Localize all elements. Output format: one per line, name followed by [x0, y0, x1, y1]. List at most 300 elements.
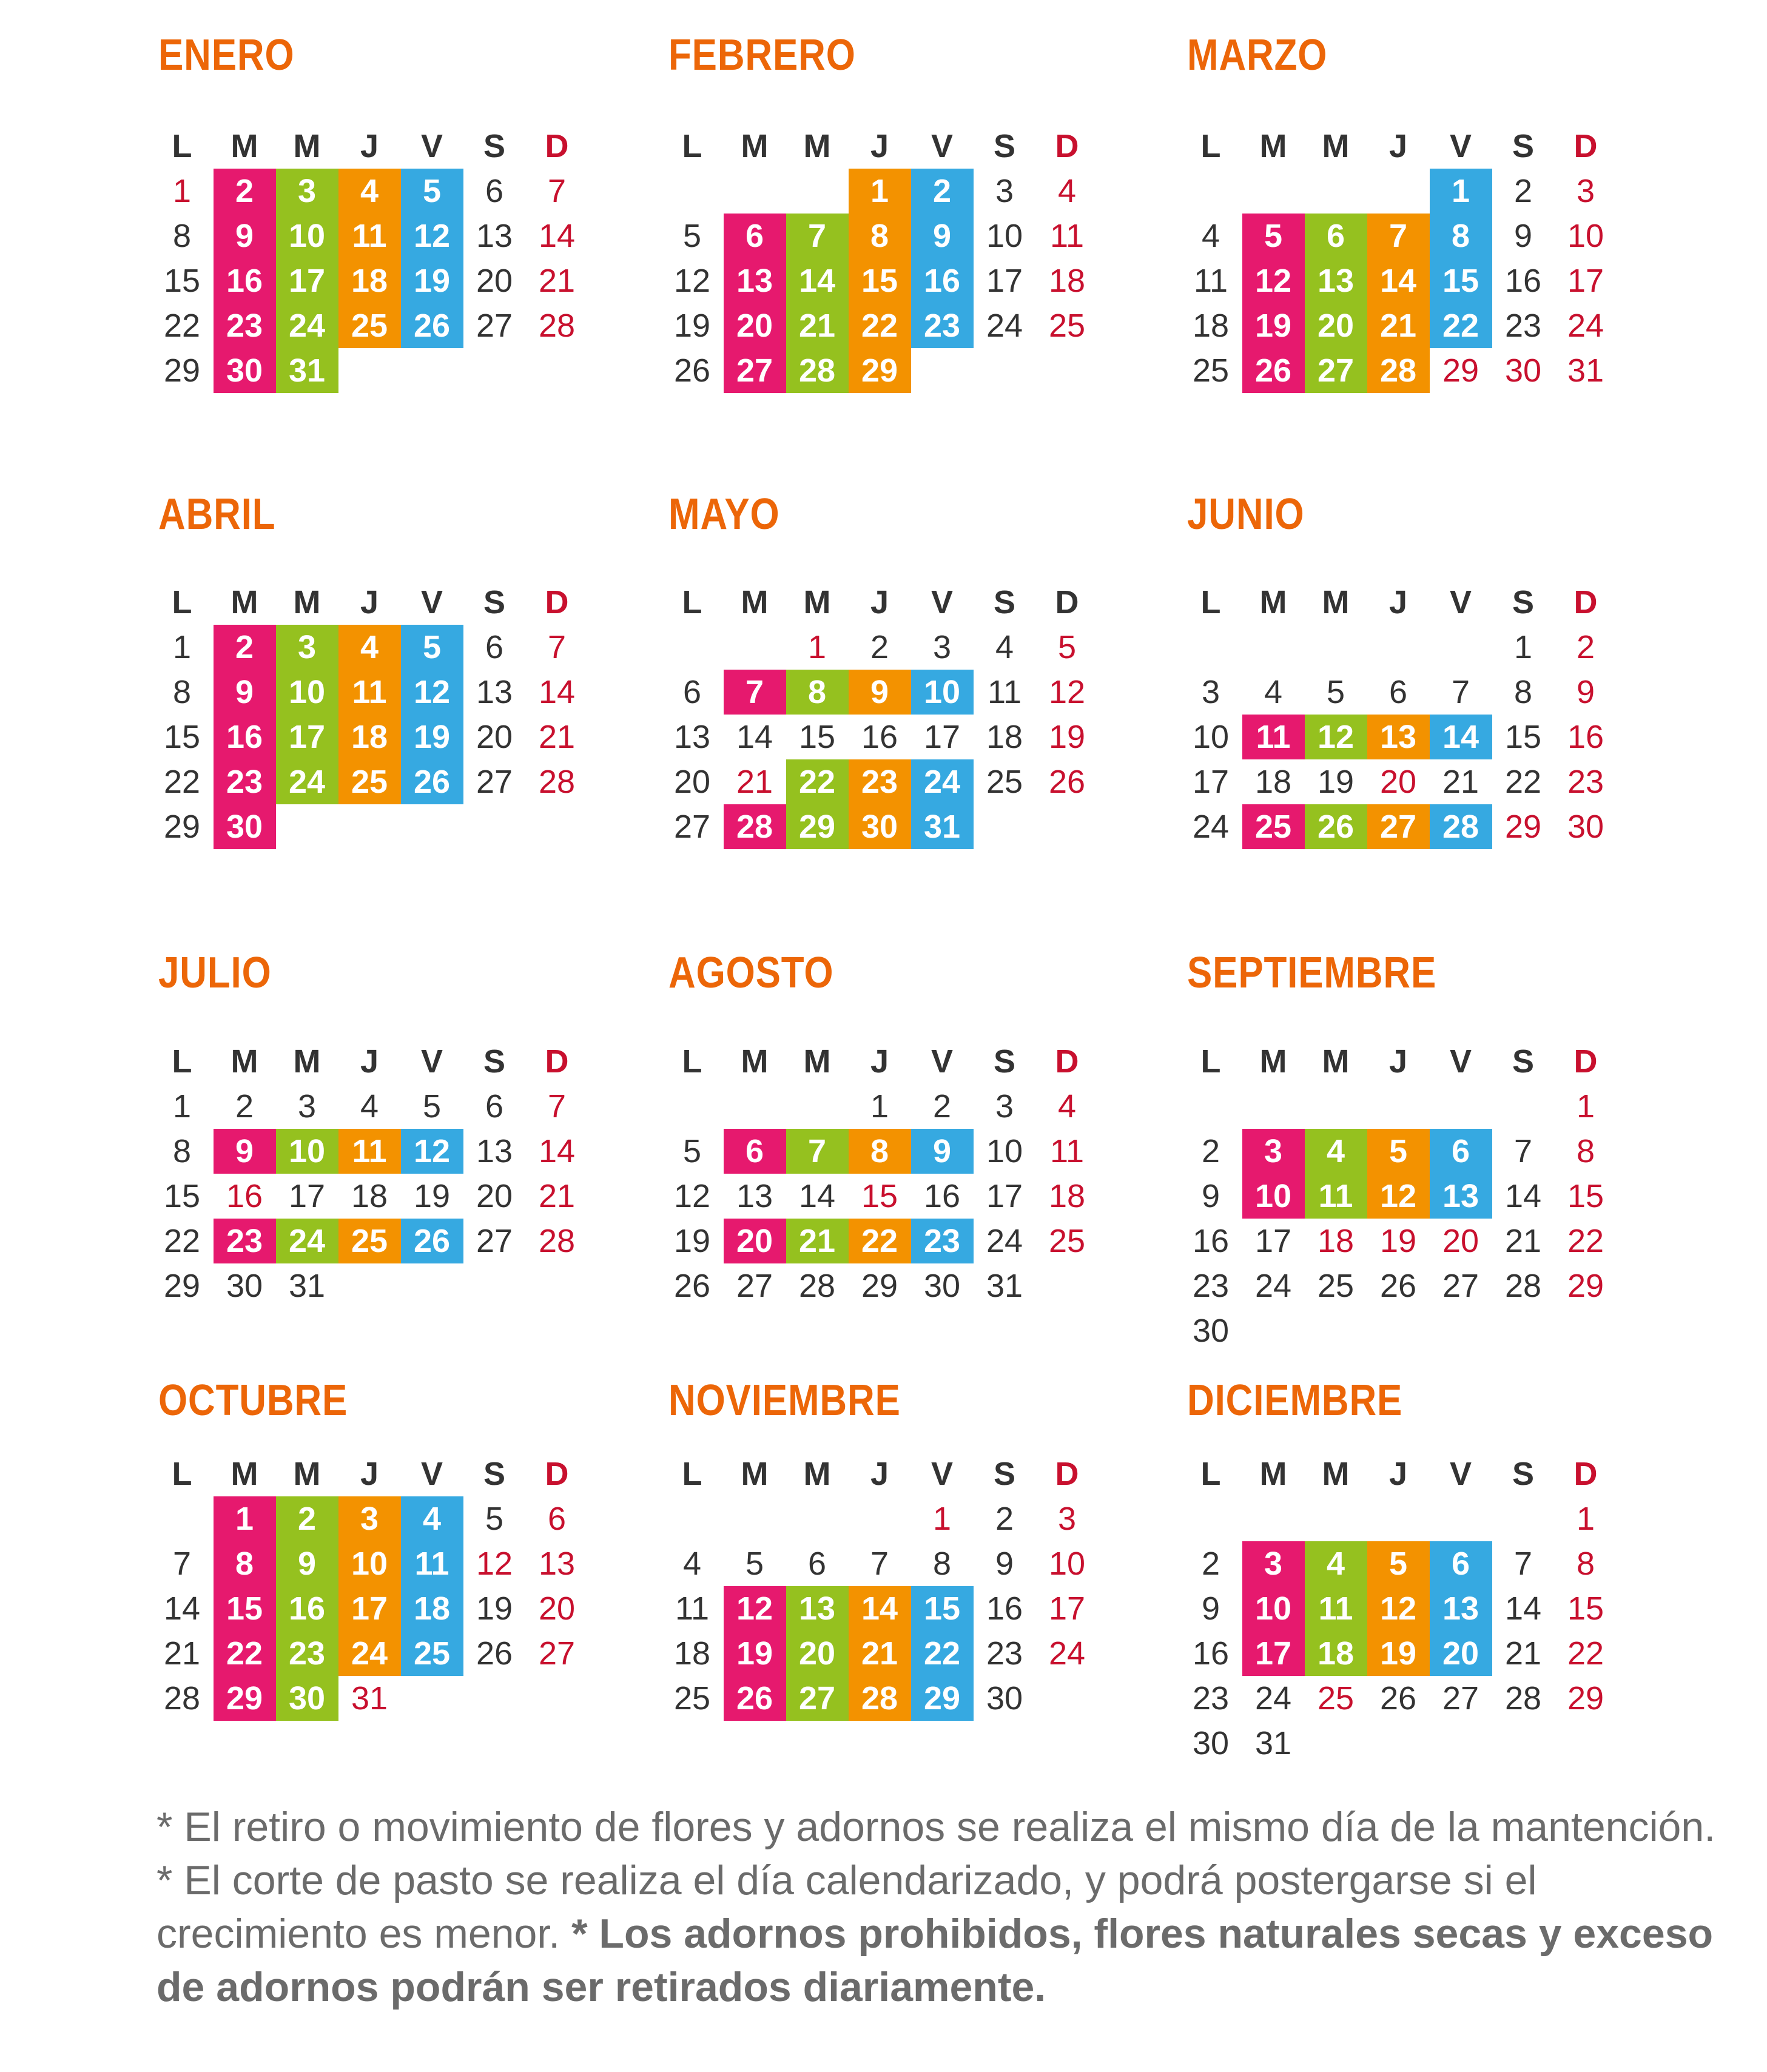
day-cell: 7: [547, 1088, 567, 1125]
day-cell: 3: [297, 1088, 317, 1125]
day-cell: 23: [1504, 308, 1542, 344]
day-cell: 1: [172, 173, 192, 209]
day-cell: 22: [1567, 1635, 1604, 1672]
weekday-header: S: [993, 128, 1016, 164]
weekday-header: L: [172, 1043, 192, 1080]
day-cell: 19: [1242, 303, 1305, 348]
day-cell: 26: [476, 1635, 513, 1672]
day-cell: 8: [1513, 674, 1533, 710]
weekday-header: M: [803, 584, 831, 621]
weekday-header: M: [741, 128, 769, 164]
day-cell: 14: [786, 258, 849, 303]
weekday-header: M: [231, 128, 258, 164]
day-cell: 7: [547, 173, 567, 209]
day-cell: 13: [1430, 1586, 1492, 1631]
day-cell: 30: [1567, 809, 1604, 845]
day-cell: 1: [172, 1088, 192, 1125]
weekday-header: M: [1259, 584, 1287, 621]
day-cell: 22: [849, 303, 911, 348]
day-cell: 22: [786, 759, 849, 804]
day-cell: 21: [1367, 303, 1430, 348]
day-cell: 5: [682, 218, 702, 254]
day-cell: 29: [1442, 352, 1479, 389]
weekday-header: S: [1512, 128, 1535, 164]
day-cell: 27: [476, 308, 513, 344]
day-cell: 18: [1192, 308, 1230, 344]
day-cell: 3: [1242, 1541, 1305, 1586]
day-cell: 24: [1048, 1635, 1086, 1672]
day-cell: 7: [1513, 1133, 1533, 1169]
day-cell: 14: [1504, 1590, 1542, 1627]
weekday-header: D: [545, 128, 569, 164]
day-cell: 29: [911, 1676, 974, 1721]
day-cell: 1: [214, 1496, 276, 1541]
day-cell: 24: [1192, 809, 1230, 845]
day-cell: 17: [1567, 263, 1604, 299]
day-cell: 12: [401, 670, 463, 715]
day-cell: 18: [1254, 764, 1292, 800]
day-cell: 8: [1576, 1546, 1595, 1582]
day-cell: 12: [1367, 1586, 1430, 1631]
day-cell: 15: [163, 1178, 201, 1214]
day-cell: 11: [338, 670, 401, 715]
weekday-header: M: [293, 1456, 321, 1492]
day-cell: 30: [1192, 1313, 1230, 1349]
day-cell: 24: [1254, 1680, 1292, 1717]
day-cell: 15: [849, 258, 911, 303]
weekday-header: M: [1259, 1043, 1287, 1080]
day-cell: 21: [538, 263, 576, 299]
weekday-header: M: [231, 1456, 258, 1492]
day-cell: 2: [1201, 1546, 1220, 1582]
day-cell: 15: [911, 1586, 974, 1631]
day-cell: 25: [338, 303, 401, 348]
day-cell: 19: [1379, 1223, 1417, 1259]
day-cell: 8: [849, 1129, 911, 1174]
day-cell: 18: [338, 715, 401, 759]
day-cell: 10: [276, 670, 338, 715]
day-cell: 25: [1048, 1223, 1086, 1259]
day-cell: 28: [786, 348, 849, 393]
day-cell: 29: [1567, 1680, 1604, 1717]
day-cell: 5: [1242, 214, 1305, 258]
note-prohibited-ornaments-continued: de adornos podrán ser retirados diariamente.: [157, 1964, 1046, 2010]
day-cell: 2: [1201, 1133, 1220, 1169]
weekday-header: L: [1200, 1043, 1221, 1080]
day-cell: 26: [401, 303, 463, 348]
day-cell: 28: [163, 1680, 201, 1717]
day-cell: 11: [1049, 218, 1085, 254]
day-cell: 13: [476, 1133, 513, 1169]
day-cell: 9: [1201, 1178, 1220, 1214]
day-cell: 24: [911, 759, 974, 804]
day-cell: 27: [1442, 1680, 1479, 1717]
day-cell: 24: [986, 308, 1023, 344]
day-cell: 21: [1442, 764, 1479, 800]
weekday-header: S: [1512, 584, 1535, 621]
weekday-header: S: [483, 1043, 506, 1080]
day-cell: 2: [932, 1088, 952, 1125]
day-cell: 20: [724, 303, 786, 348]
day-cell: 4: [1057, 173, 1077, 209]
day-cell: 14: [849, 1586, 911, 1631]
day-cell: 3: [1057, 1501, 1077, 1537]
day-cell: 12: [1242, 258, 1305, 303]
month-title: JULIO: [158, 949, 272, 997]
day-cell: 27: [786, 1676, 849, 1721]
day-cell: 15: [1567, 1178, 1604, 1214]
day-cell: 30: [226, 1268, 263, 1304]
day-cell: 28: [724, 804, 786, 849]
day-cell: 24: [276, 303, 338, 348]
day-cell: 12: [1367, 1174, 1430, 1219]
day-cell: 1: [870, 1088, 889, 1125]
month-title: MARZO: [1187, 31, 1328, 79]
day-cell: 31: [911, 804, 974, 849]
day-cell: 20: [724, 1219, 786, 1263]
weekday-header: M: [1322, 1043, 1350, 1080]
weekday-header: L: [682, 1043, 702, 1080]
day-cell: 23: [1567, 764, 1604, 800]
day-cell: 22: [163, 764, 201, 800]
weekday-header: V: [1449, 128, 1472, 164]
day-cell: 28: [849, 1676, 911, 1721]
day-cell: 24: [276, 1219, 338, 1263]
weekday-header: D: [1573, 1456, 1598, 1492]
day-cell: 21: [849, 1631, 911, 1676]
day-cell: 23: [986, 1635, 1023, 1672]
day-cell: 11: [1193, 263, 1228, 299]
day-cell: 6: [724, 1129, 786, 1174]
day-cell: 18: [1305, 1631, 1367, 1676]
day-cell: 16: [1567, 719, 1604, 755]
day-cell: 29: [163, 809, 201, 845]
day-cell: 6: [1305, 214, 1367, 258]
day-cell: 7: [786, 1129, 849, 1174]
day-cell: 10: [1242, 1586, 1305, 1631]
day-cell: 17: [276, 715, 338, 759]
note-flowers-removal: * El retiro o movimiento de flores y adornos se realiza el mismo día de la mantención.: [157, 1804, 1716, 1850]
day-cell: 5: [745, 1546, 764, 1582]
weekday-header: S: [483, 128, 506, 164]
note-grass-cutting: * El corte de pasto se realiza el día calendarizado, y podrá postergarse si el: [157, 1857, 1537, 1903]
weekday-header: M: [293, 1043, 321, 1080]
day-cell: 8: [214, 1541, 276, 1586]
day-cell: 17: [986, 263, 1023, 299]
day-cell: 18: [986, 719, 1023, 755]
weekday-header: J: [1388, 1456, 1408, 1492]
day-cell: 1: [1430, 169, 1492, 214]
day-cell: 4: [401, 1496, 463, 1541]
day-cell: 29: [163, 352, 201, 389]
day-cell: 27: [1305, 348, 1367, 393]
weekday-header: J: [360, 128, 379, 164]
weekday-header: J: [870, 584, 889, 621]
day-cell: 9: [1201, 1590, 1220, 1627]
month-title: ABRIL: [158, 490, 276, 539]
weekday-header: V: [931, 128, 954, 164]
weekday-header: D: [545, 1456, 569, 1492]
day-cell: 19: [476, 1590, 513, 1627]
day-cell: 19: [1048, 719, 1086, 755]
weekday-header: J: [360, 1456, 379, 1492]
day-cell: 23: [911, 303, 974, 348]
day-cell: 19: [673, 1223, 711, 1259]
day-cell: 19: [401, 258, 463, 303]
day-cell: 23: [276, 1631, 338, 1676]
day-cell: 6: [724, 214, 786, 258]
day-cell: 27: [736, 1268, 773, 1304]
month-title: MAYO: [668, 490, 780, 539]
day-cell: 14: [1430, 715, 1492, 759]
day-cell: 16: [1192, 1223, 1230, 1259]
note-prohibited-ornaments: * Los adornos prohibidos, flores naturales secas y exceso: [571, 1911, 1714, 1957]
day-cell: 18: [338, 258, 401, 303]
day-cell: 25: [673, 1680, 711, 1717]
day-cell: 10: [1192, 719, 1230, 755]
day-cell: 2: [911, 169, 974, 214]
weekday-header: V: [931, 584, 954, 621]
day-cell: 17: [1192, 764, 1230, 800]
day-cell: 19: [413, 1178, 451, 1214]
weekday-header: S: [993, 1456, 1016, 1492]
day-cell: 2: [870, 629, 889, 665]
weekday-header: M: [803, 1043, 831, 1080]
day-cell: 2: [214, 169, 276, 214]
day-cell: 23: [911, 1219, 974, 1263]
weekday-header: M: [293, 128, 321, 164]
day-cell: 27: [1367, 804, 1430, 849]
day-cell: 31: [986, 1268, 1023, 1304]
day-cell: 23: [214, 1219, 276, 1263]
day-cell: 11: [338, 1129, 401, 1174]
day-cell: 27: [538, 1635, 576, 1672]
day-cell: 11: [1049, 1133, 1085, 1169]
day-cell: 15: [163, 263, 201, 299]
day-cell: 8: [172, 218, 192, 254]
day-cell: 5: [1057, 629, 1077, 665]
day-cell: 14: [1504, 1178, 1542, 1214]
day-cell: 4: [682, 1546, 702, 1582]
day-cell: 7: [724, 670, 786, 715]
day-cell: 6: [1430, 1541, 1492, 1586]
day-cell: 12: [1305, 715, 1367, 759]
day-cell: 23: [1192, 1268, 1230, 1304]
day-cell: 13: [476, 674, 513, 710]
day-cell: 29: [786, 804, 849, 849]
day-cell: 2: [276, 1496, 338, 1541]
day-cell: 4: [1264, 674, 1283, 710]
day-cell: 12: [401, 1129, 463, 1174]
weekday-header: V: [420, 128, 443, 164]
day-cell: 10: [986, 1133, 1023, 1169]
day-cell: 31: [276, 348, 338, 393]
weekday-header: S: [993, 584, 1016, 621]
weekday-header: S: [483, 1456, 506, 1492]
day-cell: 9: [911, 1129, 974, 1174]
day-cell: 25: [1317, 1268, 1355, 1304]
day-cell: 2: [235, 1088, 254, 1125]
day-cell: 25: [338, 759, 401, 804]
day-cell: 20: [1379, 764, 1417, 800]
day-cell: 17: [1254, 1223, 1292, 1259]
day-cell: 8: [786, 670, 849, 715]
day-cell: 7: [172, 1546, 192, 1582]
day-cell: 9: [1513, 218, 1533, 254]
day-cell: 12: [401, 214, 463, 258]
weekday-header: L: [1200, 584, 1221, 621]
day-cell: 26: [1242, 348, 1305, 393]
day-cell: 27: [673, 809, 711, 845]
weekday-header: D: [545, 1043, 569, 1080]
weekday-header: J: [870, 1456, 889, 1492]
day-cell: 6: [485, 1088, 504, 1125]
weekday-header: M: [741, 1043, 769, 1080]
day-cell: 21: [786, 1219, 849, 1263]
day-cell: 5: [422, 1088, 442, 1125]
day-cell: 16: [226, 1178, 263, 1214]
weekday-header: D: [1573, 584, 1598, 621]
day-cell: 4: [360, 1088, 379, 1125]
day-cell: 8: [932, 1546, 952, 1582]
day-cell: 16: [1192, 1635, 1230, 1672]
weekday-header: J: [1388, 1043, 1408, 1080]
day-cell: 16: [214, 258, 276, 303]
day-cell: 26: [1379, 1268, 1417, 1304]
day-cell: 20: [1430, 1631, 1492, 1676]
day-cell: 21: [538, 1178, 576, 1214]
day-cell: 10: [1048, 1546, 1086, 1582]
weekday-header: V: [931, 1043, 954, 1080]
day-cell: 8: [1576, 1133, 1595, 1169]
day-cell: 10: [338, 1541, 401, 1586]
weekday-header: M: [1259, 1456, 1287, 1492]
weekday-header: D: [1573, 128, 1598, 164]
day-cell: 14: [538, 1133, 576, 1169]
day-cell: 30: [923, 1268, 961, 1304]
day-cell: 12: [1048, 674, 1086, 710]
weekday-header: V: [1449, 584, 1472, 621]
day-cell: 21: [786, 303, 849, 348]
day-cell: 18: [1048, 263, 1086, 299]
day-cell: 23: [214, 303, 276, 348]
day-cell: 30: [1504, 352, 1542, 389]
day-cell: 29: [1567, 1268, 1604, 1304]
day-cell: 18: [1048, 1178, 1086, 1214]
day-cell: 9: [995, 1546, 1014, 1582]
day-cell: 22: [1504, 764, 1542, 800]
day-cell: 3: [1576, 173, 1595, 209]
day-cell: 9: [214, 214, 276, 258]
day-cell: 3: [932, 629, 952, 665]
day-cell: 22: [214, 1631, 276, 1676]
day-cell: 2: [1576, 629, 1595, 665]
day-cell: 7: [1513, 1546, 1533, 1582]
weekday-header: V: [420, 584, 443, 621]
day-cell: 29: [214, 1676, 276, 1721]
day-cell: 15: [1430, 258, 1492, 303]
day-cell: 11: [401, 1541, 463, 1586]
weekday-header: S: [483, 584, 506, 621]
day-cell: 9: [214, 670, 276, 715]
day-cell: 13: [1305, 258, 1367, 303]
day-cell: 25: [1048, 308, 1086, 344]
day-cell: 5: [682, 1133, 702, 1169]
day-cell: 30: [1192, 1725, 1230, 1761]
day-cell: 15: [861, 1178, 898, 1214]
day-cell: 22: [163, 1223, 201, 1259]
day-cell: 8: [172, 1133, 192, 1169]
month-title: ENERO: [158, 31, 295, 79]
weekday-header: M: [293, 584, 321, 621]
day-cell: 19: [724, 1631, 786, 1676]
footer-notes: [157, 1800, 1716, 2014]
day-cell: 21: [163, 1635, 201, 1672]
weekday-header: J: [870, 128, 889, 164]
day-cell: 21: [736, 764, 773, 800]
day-cell: 5: [1367, 1541, 1430, 1586]
weekday-header: D: [1055, 1043, 1079, 1080]
weekday-header: M: [1322, 584, 1350, 621]
weekday-header: L: [1200, 128, 1221, 164]
day-cell: 13: [476, 218, 513, 254]
weekday-header: D: [1573, 1043, 1598, 1080]
weekday-header: L: [682, 1456, 702, 1492]
day-cell: 1: [1576, 1088, 1595, 1125]
day-cell: 14: [538, 674, 576, 710]
day-cell: 3: [995, 1088, 1014, 1125]
day-cell: 4: [1201, 218, 1220, 254]
day-cell: 2: [1513, 173, 1533, 209]
day-cell: 4: [995, 629, 1014, 665]
day-cell: 13: [786, 1586, 849, 1631]
day-cell: 22: [849, 1219, 911, 1263]
day-cell: 19: [1317, 764, 1355, 800]
day-cell: 25: [1192, 352, 1230, 389]
weekday-header: D: [1055, 128, 1079, 164]
day-cell: 17: [986, 1178, 1023, 1214]
day-cell: 20: [1305, 303, 1367, 348]
day-cell: 11: [1305, 1586, 1367, 1631]
day-cell: 27: [724, 348, 786, 393]
day-cell: 10: [1242, 1174, 1305, 1219]
day-cell: 28: [1430, 804, 1492, 849]
note-grass-cutting-end: crecimiento es menor.: [157, 1911, 572, 1957]
day-cell: 23: [849, 759, 911, 804]
month-title: SEPTIEMBRE: [1187, 949, 1437, 997]
day-cell: 3: [276, 625, 338, 670]
weekday-header: M: [231, 584, 258, 621]
month-title: OCTUBRE: [158, 1376, 348, 1425]
day-cell: 4: [1305, 1129, 1367, 1174]
weekday-header: M: [803, 1456, 831, 1492]
weekday-header: J: [1388, 584, 1408, 621]
day-cell: 29: [861, 1268, 898, 1304]
day-cell: 26: [673, 352, 711, 389]
day-cell: 7: [1367, 214, 1430, 258]
day-cell: 26: [1305, 804, 1367, 849]
weekday-header: V: [1449, 1456, 1472, 1492]
day-cell: 18: [1317, 1223, 1355, 1259]
day-cell: 26: [673, 1268, 711, 1304]
day-cell: 16: [986, 1590, 1023, 1627]
day-cell: 26: [1048, 764, 1086, 800]
day-cell: 5: [401, 625, 463, 670]
day-cell: 20: [673, 764, 711, 800]
day-cell: 26: [401, 759, 463, 804]
day-cell: 7: [547, 629, 567, 665]
weekday-header: M: [741, 584, 769, 621]
